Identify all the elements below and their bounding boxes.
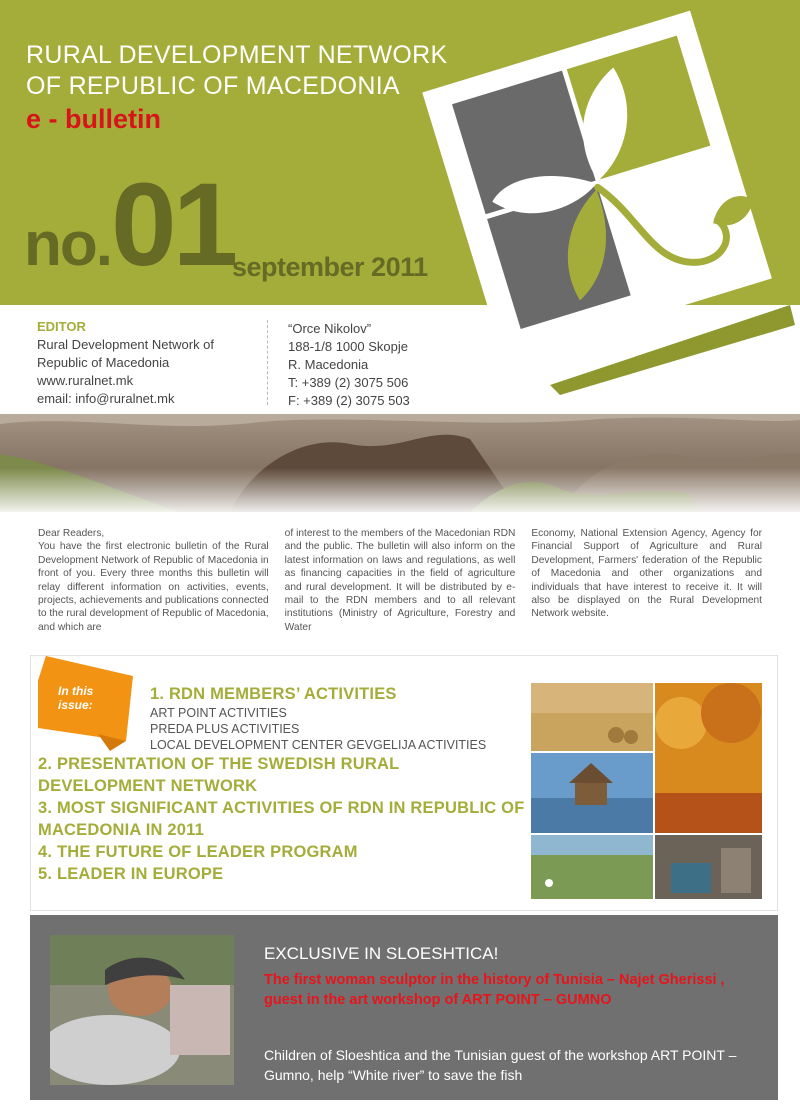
toc-item-leader-future[interactable]: 4. THE FUTURE OF LEADER PROGRAM (38, 843, 358, 861)
leaf-logo-icon (400, 5, 800, 400)
issue-number-prefix: no. (24, 210, 111, 279)
bulletin-label: e - bulletin (26, 104, 161, 134)
toc-item-leader-europe[interactable]: 5. LEADER IN EUROPE (38, 865, 224, 883)
org-title-line-2: OF REPUBLIC OF MACEDONIA (26, 72, 400, 100)
phone-number: T: +389 (2) 3075 506 (288, 375, 409, 390)
editor-email-link[interactable]: email: info@ruralnet.mk (37, 391, 175, 406)
issue-number (24, 159, 235, 291)
editor-divider (267, 320, 268, 405)
editor-website-link[interactable]: www.ruralnet.mk (37, 373, 134, 388)
badge-label-line-1: In this (58, 684, 94, 698)
intro-text (38, 527, 762, 634)
issue-date: september 2011 (232, 252, 428, 282)
toc-subitem-art-point[interactable]: ART POINT ACTIVITIES (150, 706, 287, 720)
photo-collage (531, 683, 762, 899)
editor-line: Rural Development Network of (37, 337, 215, 352)
badge-label-line-2: issue: (58, 698, 93, 712)
intro-column-2: of interest to the members of the Macedonian RDN and the public. The bulletin will also inform on the latest information on laws and regulations, as well as financing capacities in the field of agriculture and rural development. It will be distributed by e-mail to the RDN members and to all relevant institutions (Ministry of Agriculture, Forestry and Water (284, 528, 516, 633)
toc-subitem-gevgelija[interactable]: LOCAL DEVELOPMENT CENTER GEVGELIJA ACTIVITIES (150, 738, 487, 752)
landscape-banner-image (0, 414, 800, 512)
editor-line: Republic of Macedonia (37, 355, 170, 370)
address-line: R. Macedonia (288, 357, 369, 372)
issue-number-value: 01 (110, 159, 235, 291)
toc-item-swedish-network[interactable]: 2. PRESENTATION OF THE SWEDISH RURAL DEVELOPMENT NETWORK (38, 755, 400, 795)
exclusive-headline-link[interactable]: The first woman sculptor in the history of Tunisia – Najet Gherissi , guest in the art workshop of ART POINT – GUMNO (264, 972, 725, 1008)
address-line: “Orce Nikolov” (288, 321, 372, 336)
exclusive-subheadline-link[interactable]: Children of Sloeshtica and the Tunisian guest of the workshop ART POINT – Gumno, help “White river” to save the fish (264, 1047, 737, 1083)
address-line: 188-1/8 1000 Skopje (288, 339, 408, 354)
sculptor-photo (50, 935, 234, 1085)
intro-column-3: Economy, National Extension Agency, Agency for Financial Support of Agriculture and Rural Development, Farmers' federation of the Republic of Macedonia and other organizations and individuals that have interest to receive it. It will also be displayed on the Rural Development Network website. (531, 528, 763, 620)
fax-number: F: +389 (2) 3075 503 (288, 393, 410, 408)
editor-info (37, 318, 262, 408)
editor-heading: EDITOR (37, 319, 86, 334)
org-title-line-1: RURAL DEVELOPMENT NETWORK (26, 41, 448, 69)
intro-column-1: Dear Readers, You have the first electronic bulletin of the Rural Development Network of Republic of Macedonia in front of you. Every three months this bulletin will relay different information on activities, events, projects, achievements and publications connected to the rural development of Republic of Macedonia, and which are (38, 528, 269, 633)
toc-item-significant-activities[interactable]: 3. MOST SIGNIFICANT ACTIVITIES OF RDN IN REPUBLIC OF MACEDONIA IN 2011 (38, 799, 525, 839)
table-of-contents (38, 683, 528, 885)
toc-subitem-preda-plus[interactable]: PREDA PLUS ACTIVITIES (150, 722, 300, 736)
editor-address (288, 320, 448, 410)
toc-item-rdn-members[interactable]: 1. RDN MEMBERS’ ACTIVITIES (150, 685, 397, 703)
exclusive-heading: EXCLUSIVE IN SLOESHTICA! (264, 944, 499, 963)
